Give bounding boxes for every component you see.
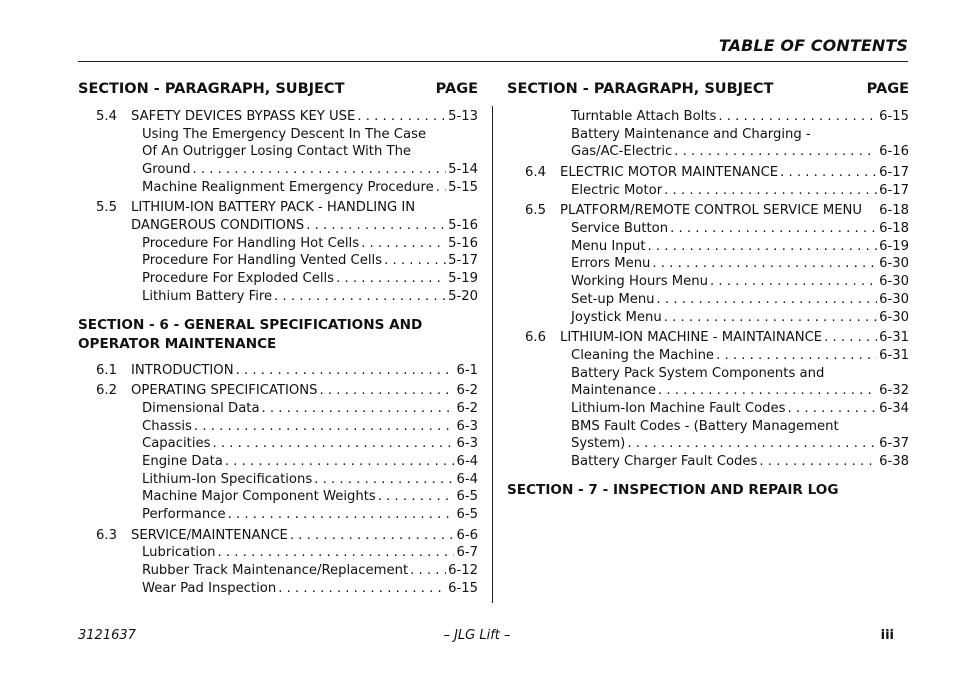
toc-entry-title: OPERATING SPECIFICATIONS	[131, 383, 318, 399]
toc-entry-title: LITHIUM-ION MACHINE - MAINTAINANCE	[560, 330, 823, 346]
toc-entry[interactable]	[78, 126, 478, 144]
column-heading-subject: SECTION - PARAGRAPH, SUBJECT	[507, 81, 774, 97]
toc-entry-page: 6-18	[879, 203, 909, 219]
toc-entry-page: 5-17	[448, 253, 478, 269]
dot-leader	[278, 580, 446, 598]
dot-leader	[674, 143, 877, 161]
toc-column-left	[78, 78, 478, 598]
column-heading-page: PAGE	[435, 81, 478, 97]
toc-entry-page: 6-31	[879, 347, 909, 363]
toc-entry-page: 6-5	[456, 507, 478, 523]
toc-entry-page: 6-34	[879, 400, 909, 416]
toc-entry-title: PLATFORM/REMOTE CONTROL SERVICE MENU	[560, 203, 863, 219]
toc-entry[interactable]	[507, 182, 909, 200]
toc-entry-title: Battery Charger Fault Codes	[571, 454, 758, 470]
toc-entry-title: Machine Realignment Emergency Procedure	[142, 179, 434, 195]
toc-entry[interactable]	[507, 164, 909, 182]
toc-entry-title: Lithium Battery Fire	[142, 288, 273, 304]
toc-entry-title: Machine Major Component Weights	[142, 489, 376, 505]
toc-entry[interactable]	[78, 544, 478, 562]
column-heading	[507, 78, 909, 100]
toc-entry-page: 6-3	[456, 436, 478, 452]
toc-entry-title: Performance	[142, 507, 226, 523]
dot-leader	[664, 309, 877, 327]
toc-entry[interactable]	[507, 126, 909, 144]
dot-leader	[657, 291, 878, 309]
column-divider	[492, 106, 493, 603]
toc-entry-title: Using The Emergency Descent In The Case	[142, 126, 427, 142]
toc-entry-title: Set-up Menu	[571, 291, 655, 307]
toc-entry-list	[78, 108, 478, 306]
toc-entry-page: 5-13	[448, 108, 478, 124]
toc-entry-page: 6-30	[879, 256, 909, 272]
dot-leader	[664, 182, 877, 200]
dot-leader	[194, 418, 455, 436]
toc-entry-page: 6-1	[456, 362, 478, 378]
dot-leader	[780, 164, 877, 182]
dot-leader	[788, 400, 878, 418]
footer-center-text: – JLG Lift –	[443, 628, 511, 643]
toc-entry-page: 6-3	[456, 418, 478, 434]
toc-entry[interactable]	[78, 143, 478, 161]
toc-entry[interactable]	[507, 291, 909, 309]
toc-body-right	[507, 108, 909, 500]
toc-entry-page: 5-16	[448, 218, 478, 234]
toc-entry-page: 6-30	[879, 309, 909, 325]
toc-entry[interactable]	[507, 202, 909, 220]
dot-leader	[236, 362, 455, 380]
toc-entry[interactable]	[507, 329, 909, 347]
dot-leader	[274, 288, 446, 306]
toc-entry[interactable]	[78, 270, 478, 288]
toc-entry-title: Lithium-Ion Specifications	[142, 471, 313, 487]
dot-leader	[378, 488, 455, 506]
toc-entry[interactable]	[507, 143, 909, 161]
dot-leader	[824, 329, 877, 347]
toc-entry-title: Dimensional Data	[142, 400, 260, 416]
toc-entry-page: 6-2	[456, 383, 478, 399]
dot-leader	[718, 108, 877, 126]
toc-entry[interactable]	[78, 199, 478, 217]
column-heading-page: PAGE	[866, 81, 909, 97]
toc-entry[interactable]	[78, 288, 478, 306]
toc-entry-title: Ground	[142, 162, 191, 178]
column-heading	[78, 78, 478, 100]
toc-entry-title: LITHIUM-ION BATTERY PACK - HANDLING IN	[131, 200, 416, 216]
toc-entry[interactable]	[507, 108, 909, 126]
page-number: iii	[880, 628, 894, 643]
toc-entry-title: Joystick Menu	[571, 309, 662, 325]
toc-entry-title: Gas/AC-Electric	[571, 144, 673, 160]
toc-entry-page: 5-20	[448, 288, 478, 304]
toc-entry-page: 6-7	[456, 545, 478, 561]
toc-entry-page: 6-30	[879, 274, 909, 290]
toc-entry[interactable]	[78, 453, 478, 471]
dot-leader	[225, 453, 455, 471]
toc-entry[interactable]	[78, 580, 478, 598]
toc-entry[interactable]	[507, 453, 909, 471]
toc-entry-title: Rubber Track Maintenance/Replacement	[142, 563, 409, 579]
toc-entry-title: Turntable Attach Bolts	[571, 108, 717, 124]
toc-entry-title: INTRODUCTION	[131, 362, 234, 378]
dot-leader	[262, 400, 455, 418]
dot-leader	[193, 161, 447, 179]
toc-entry[interactable]	[78, 362, 478, 380]
dot-leader	[228, 506, 455, 524]
toc-entry-number: 6.1	[96, 362, 117, 378]
dot-leader	[320, 382, 455, 400]
toc-entry-number: 6.4	[525, 165, 546, 181]
dot-leader	[306, 217, 446, 235]
dot-leader	[212, 435, 454, 453]
toc-entry-page: 6-38	[879, 454, 909, 470]
toc-entry-title: Electric Motor	[571, 182, 663, 198]
toc-entry-title: ELECTRIC MOTOR MAINTENANCE	[560, 165, 779, 181]
toc-entry-page: 6-4	[456, 453, 478, 469]
toc-entry[interactable]	[78, 506, 478, 524]
toc-entry-page: 6-15	[448, 580, 478, 596]
toc-entry-page: 6-4	[456, 471, 478, 487]
toc-entry[interactable]	[78, 435, 478, 453]
toc-entry-page: 6-31	[879, 330, 909, 346]
toc-column-right	[507, 78, 909, 506]
toc-entry-page: 6-12	[448, 563, 478, 579]
toc-entry-page: 6-5	[456, 489, 478, 505]
toc-entry-page: 6-15	[879, 108, 909, 124]
toc-entry[interactable]	[78, 527, 478, 545]
toc-entry[interactable]	[507, 418, 909, 436]
toc-entry-page: 6-32	[879, 383, 909, 399]
toc-entry[interactable]	[78, 179, 478, 197]
dot-leader	[648, 238, 878, 256]
toc-entry[interactable]	[78, 382, 478, 400]
dot-leader	[336, 270, 446, 288]
toc-entry[interactable]	[78, 418, 478, 436]
dot-leader	[357, 108, 446, 126]
toc-entry-number: 6.6	[525, 330, 546, 346]
toc-entry[interactable]	[507, 238, 909, 256]
toc-entry-title: Service Button	[571, 221, 669, 237]
toc-entry-page: 5-16	[448, 235, 478, 251]
toc-entry-title: Lithium-Ion Machine Fault Codes	[571, 400, 786, 416]
toc-entry-page: 6-37	[879, 436, 909, 452]
toc-entry-page: 6-18	[879, 221, 909, 237]
section-heading[interactable]: SECTION - 6 - GENERAL SPECIFICATIONS AND OPERATOR MAINTENANCE	[78, 316, 423, 352]
toc-entry[interactable]	[507, 273, 909, 291]
toc-entry-page: 6-2	[456, 400, 478, 416]
toc-entry-number: 6.2	[96, 383, 117, 399]
toc-entry-title: Cleaning the Machine	[571, 347, 715, 363]
toc-entry-title: Chassis	[142, 418, 192, 434]
column-heading-subject: SECTION - PARAGRAPH, SUBJECT	[78, 81, 345, 97]
toc-entry-page: 6-19	[879, 238, 909, 254]
dot-leader	[361, 235, 446, 253]
toc-entry-title: Capacities	[142, 436, 211, 452]
toc-entry[interactable]	[78, 235, 478, 253]
toc-entry[interactable]	[78, 488, 478, 506]
dot-leader	[652, 255, 877, 273]
toc-entry-title: System)	[571, 436, 626, 452]
toc-entry-title: Battery Pack System Components and	[571, 365, 825, 381]
toc-entry[interactable]	[78, 217, 478, 235]
toc-entry-title: DANGEROUS CONDITIONS	[131, 218, 305, 234]
toc-entry[interactable]	[507, 309, 909, 327]
toc-entry-list	[78, 362, 478, 598]
toc-entry-page: 6-17	[879, 182, 909, 198]
toc-entry-page: 6-17	[879, 165, 909, 181]
toc-entry-title: Procedure For Handling Hot Cells	[142, 235, 360, 251]
dot-leader	[627, 435, 877, 453]
toc-entry-page: 6-16	[879, 144, 909, 160]
dot-leader	[759, 453, 877, 471]
toc-entry[interactable]	[78, 471, 478, 489]
toc-entry[interactable]	[507, 220, 909, 238]
toc-entry-title: Menu Input	[571, 238, 646, 254]
toc-entry-title: Of An Outrigger Losing Contact With The	[142, 144, 412, 160]
dot-leader	[716, 347, 877, 365]
toc-entry-title: BMS Fault Codes - (Battery Management	[571, 418, 839, 434]
toc-entry-title: Engine Data	[142, 453, 223, 469]
header-title: TABLE OF CONTENTS	[718, 36, 908, 55]
toc-entry-title: Battery Maintenance and Charging -	[571, 126, 811, 142]
dot-leader	[436, 179, 446, 197]
doc-number: 3121637	[78, 628, 136, 643]
toc-entry-title: Working Hours Menu	[571, 274, 709, 290]
dot-leader	[658, 382, 877, 400]
toc-entry[interactable]	[78, 400, 478, 418]
toc-entry-title: Procedure For Handling Vented Cells	[142, 253, 383, 269]
toc-body-left	[78, 108, 478, 598]
toc-entry-page: 5-14	[448, 162, 478, 178]
toc-entry[interactable]	[78, 562, 478, 580]
toc-entry-title: SAFETY DEVICES BYPASS KEY USE	[131, 108, 356, 124]
dot-leader	[314, 471, 454, 489]
toc-entry[interactable]	[507, 400, 909, 418]
toc-entry-number: 6.5	[525, 203, 546, 219]
toc-entry[interactable]	[78, 108, 478, 126]
toc-entry[interactable]	[507, 256, 909, 274]
dot-leader	[290, 527, 455, 545]
toc-entry[interactable]	[78, 253, 478, 271]
toc-entry-title: Errors Menu	[571, 256, 651, 272]
toc-entry-title: Procedure For Exploded Cells	[142, 271, 335, 287]
toc-entry[interactable]	[507, 382, 909, 400]
dot-leader	[670, 220, 877, 238]
toc-entry-number: 5.4	[96, 108, 117, 124]
toc-entry-number: 5.5	[96, 200, 117, 216]
toc-entry-title: Maintenance	[571, 383, 656, 399]
toc-entry-title: Wear Pad Inspection	[142, 580, 277, 596]
toc-entry-number: 6.3	[96, 527, 117, 543]
toc-entry-title: Lubrication	[142, 545, 216, 561]
toc-entry-page: 6-30	[879, 291, 909, 307]
toc-entry[interactable]	[78, 161, 478, 179]
dot-leader	[710, 273, 877, 291]
section-heading[interactable]: SECTION - 7 - INSPECTION AND REPAIR LOG	[507, 481, 839, 498]
toc-entry[interactable]	[507, 435, 909, 453]
dot-leader	[384, 252, 446, 270]
dot-leader	[218, 544, 455, 562]
dot-leader	[410, 562, 446, 580]
toc-entry[interactable]	[507, 365, 909, 383]
toc-entry-title: SERVICE/MAINTENANCE	[131, 527, 288, 543]
toc-entry[interactable]	[507, 347, 909, 365]
toc-entry-page: 6-6	[456, 527, 478, 543]
toc-entry-list	[507, 108, 909, 471]
toc-entry-page: 5-15	[448, 179, 478, 195]
toc-entry-page: 5-19	[448, 271, 478, 287]
header-rule	[78, 61, 908, 62]
